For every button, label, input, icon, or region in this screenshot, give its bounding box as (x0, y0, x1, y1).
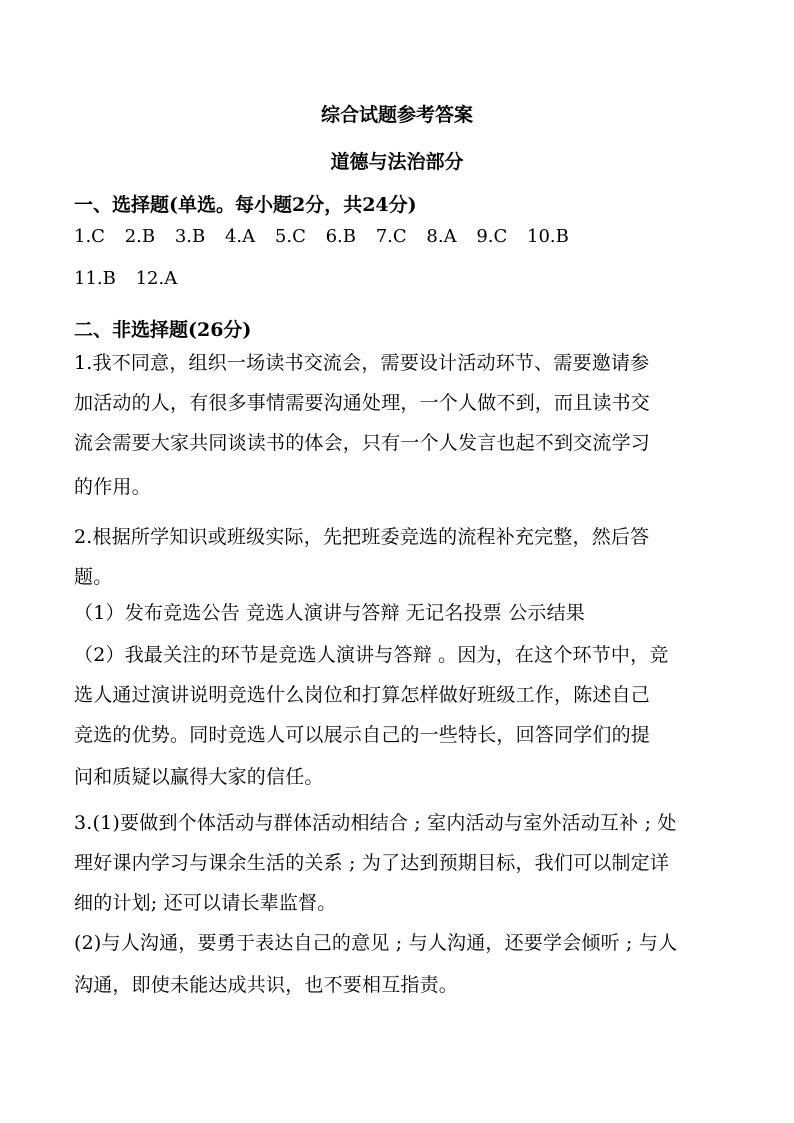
answer-line: 2.根据所学知识或班级实际，先把班委竞选的流程补充完整，然后答 (74, 526, 650, 548)
answer-line: 加活动的人，有很多事情需要沟通处理，一个人做不到，而且读书交 (74, 392, 651, 414)
answers-row-2 (74, 268, 191, 289)
answer-line: （1）发布竞选公告 竞选人演讲与答辩 无记名投票 公示结果 (74, 602, 586, 624)
answer-line: 选人通过演讲说明竞选什么岗位和打算怎样做好班级工作，陈述自己 (74, 684, 651, 706)
answer-item: 5.C (274, 226, 306, 247)
section-subtitle: 道德与法治部分 (330, 151, 464, 173)
answer-item: 6.B (325, 226, 356, 247)
answer-item: 9.C (476, 226, 508, 247)
answer-line: (2)与人沟通，要勇于表达自己的意见 ; 与人沟通，还要学会倾听 ; 与人 (74, 932, 678, 954)
answer-item: 1.C (74, 226, 105, 247)
answer-line: 竞选的优势。同时竞选人可以展示自己的一些特长，回答同学们的提 (74, 724, 651, 746)
answer-item: 12.A (135, 268, 178, 289)
page-title: 综合试题参考答案 (320, 104, 473, 126)
answer-item: 3.B (174, 226, 206, 247)
answer-line: 细的计划; 还可以请长辈监督。 (74, 892, 337, 914)
answer-line: 的作用。 (74, 476, 151, 498)
answer-item: 10.B (527, 226, 569, 247)
answer-item: 11.B (74, 268, 116, 289)
section1-heading: 一、选择题(单选。每小题2分，共24分) (74, 194, 417, 216)
answer-line: 问和质疑以赢得大家的信任。 (74, 766, 324, 788)
answer-line: 流会需要大家共同谈读书的体会，只有一个人发言也起不到交流学习 (74, 432, 651, 454)
answer-line: 1.我不同意，组织一场读书交流会，需要设计活动环节、需要邀请参 (74, 352, 650, 374)
answer-line: 题。 (74, 566, 113, 588)
answers-row-1 (74, 226, 583, 247)
answer-line: 理好课内学习与课余生活的关系 ; 为了达到预期目标，我们可以制定详 (74, 852, 670, 874)
answer-line: （2）我最关注的环节是竞选人演讲与答辩 。因为，在这个环节中，竞 (74, 644, 669, 666)
answer-item: 8.A (426, 226, 457, 247)
answer-item: 4.A (224, 226, 256, 247)
answer-item: 7.C (375, 226, 407, 247)
answer-line: 沟通，即使未能达成共识，也不要相互指责。 (74, 974, 459, 996)
answer-line: 3.(1)要做到个体活动与群体活动相结合 ; 室内活动与室外活动互补 ; 处 (74, 812, 677, 834)
section2-heading: 二、非选择题(26分) (74, 319, 252, 341)
answer-item: 2.B (124, 226, 156, 247)
